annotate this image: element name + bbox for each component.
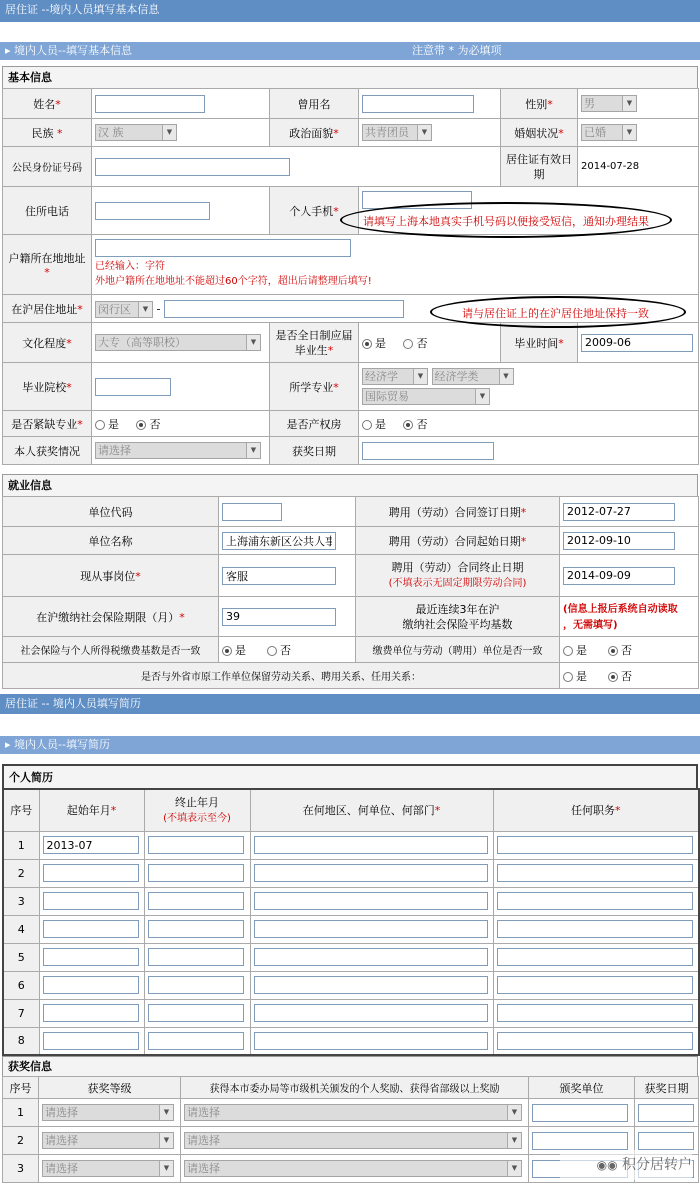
employment-info-title: 就业信息: [2, 474, 698, 496]
address-dash: -: [156, 302, 161, 315]
award-date-label: 获奖日期: [270, 437, 359, 465]
resume-end-input[interactable]: [148, 1004, 244, 1022]
tax-consistent-yes-radio[interactable]: [222, 646, 232, 656]
chevron-down-icon: ▼: [246, 443, 260, 458]
major-subcategory-select[interactable]: 经济学类 ▼: [432, 368, 514, 385]
position-label: 现从事岗位*: [3, 555, 219, 597]
resume-header-start: 起始年月*: [39, 789, 144, 831]
resume-page-title: 居住证 -- 境内人员填写简历: [5, 697, 141, 710]
chevron-down-icon: ▼: [159, 1105, 173, 1120]
table-row: [3, 999, 699, 1027]
hukou-input[interactable]: [95, 239, 351, 257]
permit-expiry-label: 居住证有效日期: [501, 147, 578, 187]
property-label: 是否产权房: [270, 411, 359, 437]
resume-title-input[interactable]: [497, 976, 693, 994]
resume-section-title: 个人简历: [2, 764, 698, 788]
page-title: 居住证 --境内人员填写基本信息: [5, 3, 160, 16]
retain-label: 是否与外省市原工作单位保留劳动关系、聘用关系、任用关系：: [3, 663, 560, 689]
resume-row-no: 7: [3, 999, 39, 1027]
table-row: [3, 887, 699, 915]
political-label: 政治面貌*: [270, 119, 359, 147]
award-level-select[interactable]: 请选择 ▼: [42, 1132, 174, 1149]
chevron-down-icon: ▼: [507, 1105, 521, 1120]
chevron-down-icon: ▼: [507, 1133, 521, 1148]
resume-start-input[interactable]: [43, 836, 139, 854]
award-row-no: 2: [3, 1127, 39, 1155]
former-name-label: 曾用名: [270, 89, 359, 119]
page-title-bar: [0, 0, 700, 22]
resume-row-no: 6: [3, 971, 39, 999]
home-phone-label: 住所电话: [3, 187, 92, 235]
major-select[interactable]: 国际贸易 ▼: [362, 388, 490, 405]
education-select[interactable]: 大专（高等职校） ▼: [95, 334, 261, 351]
table-row: [3, 915, 699, 943]
chevron-down-icon: ▼: [138, 302, 152, 317]
gender-select[interactable]: 男 ▼: [581, 95, 637, 112]
resume-start-input[interactable]: [43, 864, 139, 882]
contract-start-label: 聘用（劳动）合同起始日期*: [356, 527, 560, 555]
award-level-select[interactable]: 请选择 ▼: [42, 1104, 174, 1121]
ethnicity-select[interactable]: 汉 族 ▼: [95, 124, 177, 141]
retain-no-radio[interactable]: [608, 672, 618, 682]
ss-months-input[interactable]: [222, 608, 336, 626]
home-phone-input[interactable]: [95, 202, 210, 220]
watermark: ◉◉ 积分居转户: [560, 1150, 692, 1180]
table-row: [3, 1099, 699, 1127]
org-name-input[interactable]: [222, 532, 336, 550]
chevron-down-icon: ▼: [159, 1161, 173, 1176]
property-no-radio[interactable]: [403, 420, 413, 430]
resume-end-input[interactable]: [148, 836, 244, 854]
award-select[interactable]: 请选择 ▼: [95, 442, 261, 459]
contract-sign-input[interactable]: [563, 503, 675, 521]
award-name-select[interactable]: 请选择 ▼: [184, 1132, 522, 1149]
resume-place-input[interactable]: [254, 976, 488, 994]
resume-row-no: 4: [3, 915, 39, 943]
award-label: 本人获奖情况: [3, 437, 92, 465]
school-label: 毕业院校*: [3, 363, 92, 411]
resume-start-input[interactable]: [43, 1032, 139, 1050]
name-input[interactable]: [95, 95, 205, 113]
fulltime-yes-radio[interactable]: [362, 339, 372, 349]
table-row: [3, 971, 699, 999]
contract-start-input[interactable]: [563, 532, 675, 550]
mobile-note: 请填写上海本地真实手机号码以便接受短信，通知办理结果: [363, 215, 649, 228]
resume-place-input[interactable]: [254, 1032, 488, 1050]
resume-start-input[interactable]: [43, 1004, 139, 1022]
resume-row-no: 5: [3, 943, 39, 971]
resume-header-end: 终止年月 (不填表示至今): [144, 789, 250, 831]
awards-header-level: 获奖等级: [39, 1077, 181, 1099]
awards-header-date: 获奖日期: [635, 1077, 699, 1099]
resume-start-input[interactable]: [43, 948, 139, 966]
resume-end-input[interactable]: [148, 892, 244, 910]
award-date-input[interactable]: [362, 442, 494, 460]
former-name-input[interactable]: [362, 95, 474, 113]
resume-start-input[interactable]: [43, 920, 139, 938]
award-name-select[interactable]: 请选择 ▼: [184, 1160, 522, 1177]
ethnicity-label: 民族 *: [3, 119, 92, 147]
chevron-down-icon: ▼: [507, 1161, 521, 1176]
basic-info-table: 姓名* 曾用名 性别* 男 ▼ 民族 * 汉 族 ▼ 政治面貌* 共青团员 ▼ 婚姻状况* 已婚 ▼ 公民身份证号码 居住证有效日期 2014-07-28 住所电话 个人手机* 户籍所在地地址* 已经输入：字符 外地户籍所在地地址不能超过60个字符，超出后请整理后填写! 在沪居住地址* 闵行区 ▼ - 文化程度* 大专（高等职校） ▼ 是否全日制应届毕业生* 是 否 毕业时间* 2009-06 毕业院校* 所学专业* 经济学 ▼ 经济学类 ▼ 国际贸易 ▼ 是否紧缺专业* 是 否 是否产权房 是 否 本人获奖情况 请选择 ▼ 获奖日期: [2, 88, 699, 465]
wechat-icon: ◉◉: [596, 1158, 618, 1172]
district-select[interactable]: 闵行区 ▼: [95, 301, 153, 318]
awards-section-title: 获奖信息: [2, 1056, 698, 1076]
awards-header-no: 序号: [3, 1077, 39, 1099]
resume-title-input[interactable]: [497, 836, 693, 854]
shortage-yes-radio[interactable]: [95, 420, 105, 430]
ss-months-label: 在沪缴纳社会保险期限（月）*: [3, 597, 219, 637]
payer-consistent-no-radio[interactable]: [608, 646, 618, 656]
org-name-label: 单位名称: [3, 527, 219, 555]
shortage-no-radio[interactable]: [136, 420, 146, 430]
basic-info-title: 基本信息: [2, 66, 698, 88]
contract-end-label: 聘用（劳动）合同终止日期 (不填表示无固定期限劳动合同): [356, 555, 560, 597]
resume-place-input[interactable]: [254, 864, 488, 882]
org-code-input[interactable]: [222, 503, 282, 521]
resume-title-input[interactable]: [497, 1004, 693, 1022]
hukou-limit-note: 外地户籍所在地地址不能超过60个字符，超出后请整理后填写!: [95, 276, 372, 287]
award-issuer-input[interactable]: [532, 1132, 628, 1150]
resume-header-title: 任何职务*: [493, 789, 699, 831]
political-select[interactable]: 共青团员 ▼: [362, 124, 432, 141]
chevron-down-icon: ▼: [622, 96, 636, 111]
resume-title-input[interactable]: [497, 1032, 693, 1050]
chevron-down-icon: ▼: [417, 125, 431, 140]
triangle-icon: ▸: [5, 44, 11, 57]
award-date-input[interactable]: [638, 1132, 694, 1150]
grad-time-input[interactable]: [581, 334, 693, 352]
award-level-select[interactable]: 请选择 ▼: [42, 1160, 174, 1177]
chevron-down-icon: ▼: [162, 125, 176, 140]
resume-title-bar: [0, 694, 700, 714]
resume-end-input[interactable]: [148, 948, 244, 966]
shortage-label: 是否紧缺专业*: [3, 411, 92, 437]
contract-end-input[interactable]: [563, 567, 675, 585]
award-name-select[interactable]: 请选择 ▼: [184, 1104, 522, 1121]
resume-title-input[interactable]: [497, 948, 693, 966]
tax-consistent-label: 社会保险与个人所得税缴费基数是否一致: [3, 637, 219, 663]
address-note: 请与居住证上的在沪居住地址保持一致: [462, 307, 649, 320]
table-row: [3, 1027, 699, 1055]
awards-header-issuer: 颁奖单位: [529, 1077, 635, 1099]
resume-end-input[interactable]: [148, 864, 244, 882]
resume-place-input[interactable]: [254, 920, 488, 938]
award-issuer-input[interactable]: [532, 1104, 628, 1122]
chevron-down-icon: ▼: [622, 125, 636, 140]
major-category-select[interactable]: 经济学 ▼: [362, 368, 428, 385]
resume-place-input[interactable]: [254, 1004, 488, 1022]
sh-address-input[interactable]: [164, 300, 404, 318]
resume-title-input[interactable]: [497, 920, 693, 938]
resume-title-input[interactable]: [497, 892, 693, 910]
required-note: 注意带 * 为必填项: [412, 44, 502, 57]
property-yes-radio[interactable]: [362, 420, 372, 430]
resume-header-no: 序号: [3, 789, 39, 831]
resume-subtitle: 境内人员--填写简历: [14, 738, 110, 751]
resume-place-input[interactable]: [254, 948, 488, 966]
tax-consistent-no-radio[interactable]: [267, 646, 277, 656]
retain-yes-radio[interactable]: [563, 672, 573, 682]
gender-label: 性别*: [501, 89, 578, 119]
hukou-label: 户籍所在地地址*: [3, 235, 92, 295]
resume-end-input[interactable]: [148, 1032, 244, 1050]
chevron-down-icon: ▼: [475, 389, 489, 404]
major-label: 所学专业*: [270, 363, 359, 411]
resume-end-input[interactable]: [148, 976, 244, 994]
hukou-char-count: 已经输入：字符: [95, 261, 165, 272]
subtitle: 境内人员--填写基本信息: [14, 44, 132, 57]
resume-end-input[interactable]: [148, 920, 244, 938]
mobile-label: 个人手机*: [270, 187, 359, 235]
resume-table: [2, 788, 700, 1056]
id-label: 公民身份证号码: [3, 147, 92, 187]
chevron-down-icon: ▼: [159, 1133, 173, 1148]
school-input[interactable]: [95, 378, 171, 396]
resume-row-no: 8: [3, 1027, 39, 1055]
sh-address-label: 在沪居住地址*: [3, 295, 92, 323]
table-row: [3, 831, 699, 859]
resume-start-input[interactable]: [43, 976, 139, 994]
resume-start-input[interactable]: [43, 892, 139, 910]
position-input[interactable]: [222, 567, 336, 585]
resume-subtitle-bar: [0, 736, 700, 754]
fulltime-no-radio[interactable]: [403, 339, 413, 349]
resume-header-place: 在何地区、何单位、何部门*: [250, 789, 493, 831]
resume-title-input[interactable]: [497, 864, 693, 882]
fulltime-label: 是否全日制应届毕业生*: [270, 323, 359, 363]
resume-place-input[interactable]: [254, 892, 488, 910]
chevron-down-icon: ▼: [413, 369, 427, 384]
awards-header-award: 获得本市委办局等市级机关颁发的个人奖励、获得省部级以上奖励: [181, 1077, 529, 1099]
marital-select[interactable]: 已婚 ▼: [581, 124, 637, 141]
triangle-icon: ▸: [5, 738, 11, 751]
resume-row-no: 3: [3, 887, 39, 915]
resume-row-no: 2: [3, 859, 39, 887]
marital-label: 婚姻状况*: [501, 119, 578, 147]
org-code-label: 单位代码: [3, 497, 219, 527]
section-subtitle-bar: [0, 42, 700, 60]
payer-consistent-label: 缴费单位与劳动（聘用）单位是否一致: [356, 637, 560, 663]
education-label: 文化程度*: [3, 323, 92, 363]
name-label: 姓名*: [3, 89, 92, 119]
permit-expiry-value: 2014-07-28: [578, 147, 699, 187]
table-row: [3, 859, 699, 887]
id-input[interactable]: [95, 158, 290, 176]
contract-sign-label: 聘用（劳动）合同签订日期*: [356, 497, 560, 527]
chevron-down-icon: ▼: [246, 335, 260, 350]
award-row-no: 1: [3, 1099, 39, 1127]
resume-place-input[interactable]: [254, 836, 488, 854]
grad-time-label: 毕业时间*: [501, 323, 578, 363]
award-row-no: 3: [3, 1155, 39, 1183]
resume-row-no: 1: [3, 831, 39, 859]
employment-table: 单位代码 聘用（劳动）合同签订日期* 2012-07-27 单位名称 上海浦东新区公共人事 聘用（劳动）合同起始日期* 2012-09-10 现从事岗位* 客服 聘用（劳动）合同终止日期 (不填表示无固定期限劳动合同) 2014-09-09 在沪缴纳社会保险期限（月）* 39 最近连续3年在沪 缴纳社会保险平均基数 (信息上报后系统自动读取 ，无需填写) 社会保险与个人所得税缴费基数是否一致 是 否 缴费单位与劳动（聘用）单位是否一致 是 否 是否与外省市原工作单位保留劳动关系、聘用关系、任用关系： 是 否: [2, 496, 699, 689]
chevron-down-icon: ▼: [499, 369, 513, 384]
award-date-input[interactable]: [638, 1104, 694, 1122]
table-row: [3, 943, 699, 971]
payer-consistent-yes-radio[interactable]: [563, 646, 573, 656]
avg-base-note: (信息上报后系统自动读取 ，无需填写): [560, 597, 699, 637]
avg-base-label: 最近连续3年在沪 缴纳社会保险平均基数: [356, 597, 560, 637]
